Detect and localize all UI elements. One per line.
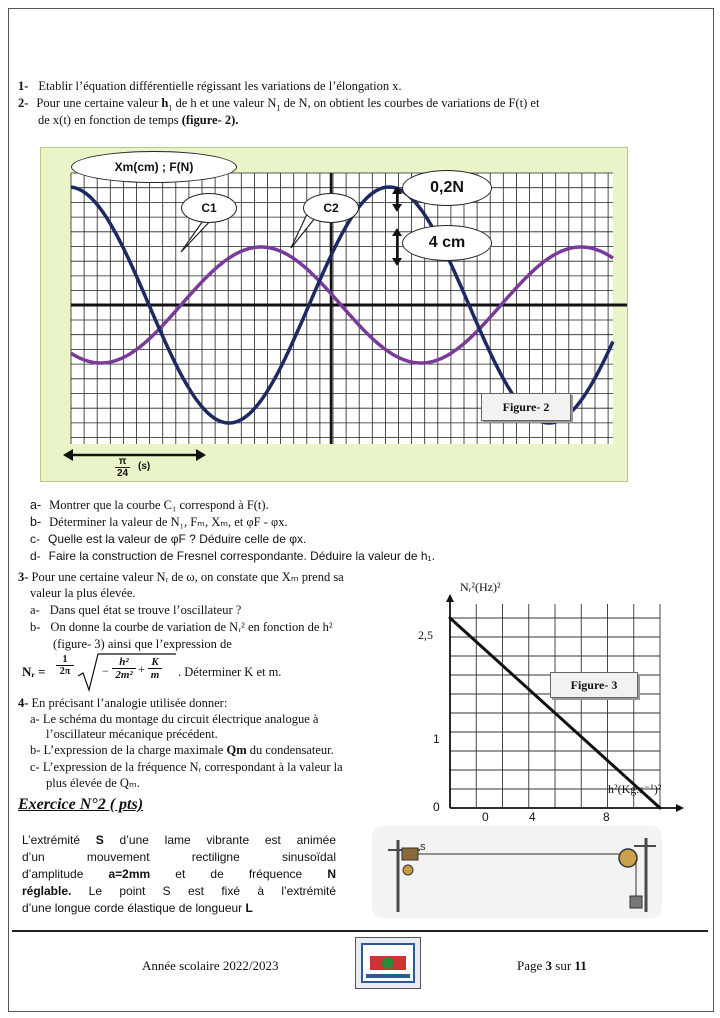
figure-3-xlabel: h²(Kg.s⁻¹)² [608, 782, 662, 796]
xtick-0: 0 [482, 810, 489, 824]
time-scale-fraction: π 24 [117, 456, 129, 479]
exercise-2-title: Exercice N°2 ( pts) [18, 796, 144, 813]
yaxis-label-bubble: Xm(cm) ; F(N) [71, 151, 237, 183]
figure-3-ylabel: Nᵣ²(Hz)² [460, 580, 501, 594]
xtick-4: 4 [529, 810, 536, 824]
sub-question-b: b- Déterminer la valeur de N₁, Fₘ, Xₘ, et φF - φx. [30, 515, 288, 529]
school-logo [355, 937, 421, 989]
force-scale-label: 0,2N [402, 170, 492, 206]
xtick-8: 8 [603, 810, 610, 824]
sub-question-a: a- Montrer que la courbe C₁ correspond à F(t). [30, 498, 269, 512]
question-2: 2- Pour une certaine valeur $h_1$ de h et une valeur $N_1$ de N, on obtient les courbes de variations de F(t) et [18, 96, 540, 113]
fig3-data-point [449, 617, 452, 620]
ytick-0: 0 [433, 800, 440, 814]
time-unit: (s) [138, 461, 151, 472]
page-number: Page 3 sur 11 [517, 958, 587, 973]
question-4c-line2: plus élevée de Qₘ. [46, 776, 140, 790]
question-4a-line2: l’oscillateur mécanique précédent. [46, 727, 218, 741]
ytick-1: 1 [433, 732, 440, 746]
sub-question-d: d- Faire la construction de Fresnel correspondante. Déduire la valeur de h₁. [30, 549, 435, 563]
length-scale-label: 4 cm [402, 225, 492, 261]
question-3a: a- Dans quel état se trouve l’oscillateur ? [30, 603, 242, 617]
footer-rule [12, 930, 708, 932]
figure-3 [400, 576, 690, 824]
question-4c: c- L’expression de la fréquence Nᵣ correspondant à la valeur la [30, 760, 343, 774]
school-year: Année scolaire 2022/2023 [142, 958, 279, 973]
question-3-line2: valeur la plus élevée. [30, 586, 136, 600]
hanging-mass [630, 896, 642, 908]
fig3-data-point [659, 807, 662, 810]
apparatus-illustration [372, 826, 662, 918]
question-3: 3- Pour une certaine valeur Nᵣ de ω, on constate que Xₘ prend sa [18, 570, 344, 584]
sub-question-c: c- Quelle est la valeur de φF ? Déduire celle de φx. [30, 532, 307, 546]
figure-3-label: Figure- 3 [550, 672, 638, 698]
figure-2-label: Figure- 2 [481, 393, 571, 421]
pulley [619, 849, 637, 867]
c1-label: C1 [181, 193, 237, 223]
question-3b: b- On donne la courbe de variation de Nᵣ² en fonction de h² [30, 620, 333, 634]
point-s-label: S [420, 843, 426, 852]
question-4b: b- L’expression de la charge maximale Qm du condensateur. [30, 743, 334, 757]
question-3b-line2: (figure- 3) ainsi que l’expression de [53, 637, 232, 651]
figure-2 [40, 147, 628, 482]
question-4a: a- Le schéma du montage du circuit électrique analogue à [30, 712, 319, 726]
question-2-line2: de x(t) en fonction de temps (figure- 2). [38, 113, 239, 127]
exercise-2-text: L’extrémité S d’une lame vibrante est animée d’un mouvement rectiligne sinusoïdal d’amplitude a=2mm et de fréquence N réglable. Le point S est fixé à l’extrémité d’une longue corde élastique de longueur L [22, 833, 336, 915]
vibrator [402, 848, 418, 860]
ytick-2-5: 2,5 [418, 628, 433, 642]
c2-label: C2 [303, 193, 359, 223]
question-1: 1- Etablir l’équation différentielle régissant les variations de l’élongation x. [18, 79, 402, 93]
resonance-formula: Nᵣ = 1 2π − h² 2m² + K m . Déterminer K et m. [22, 652, 312, 694]
question-4: 4- En précisant l’analogie utilisée donner: [18, 696, 228, 710]
apparatus-drawing [372, 826, 662, 918]
